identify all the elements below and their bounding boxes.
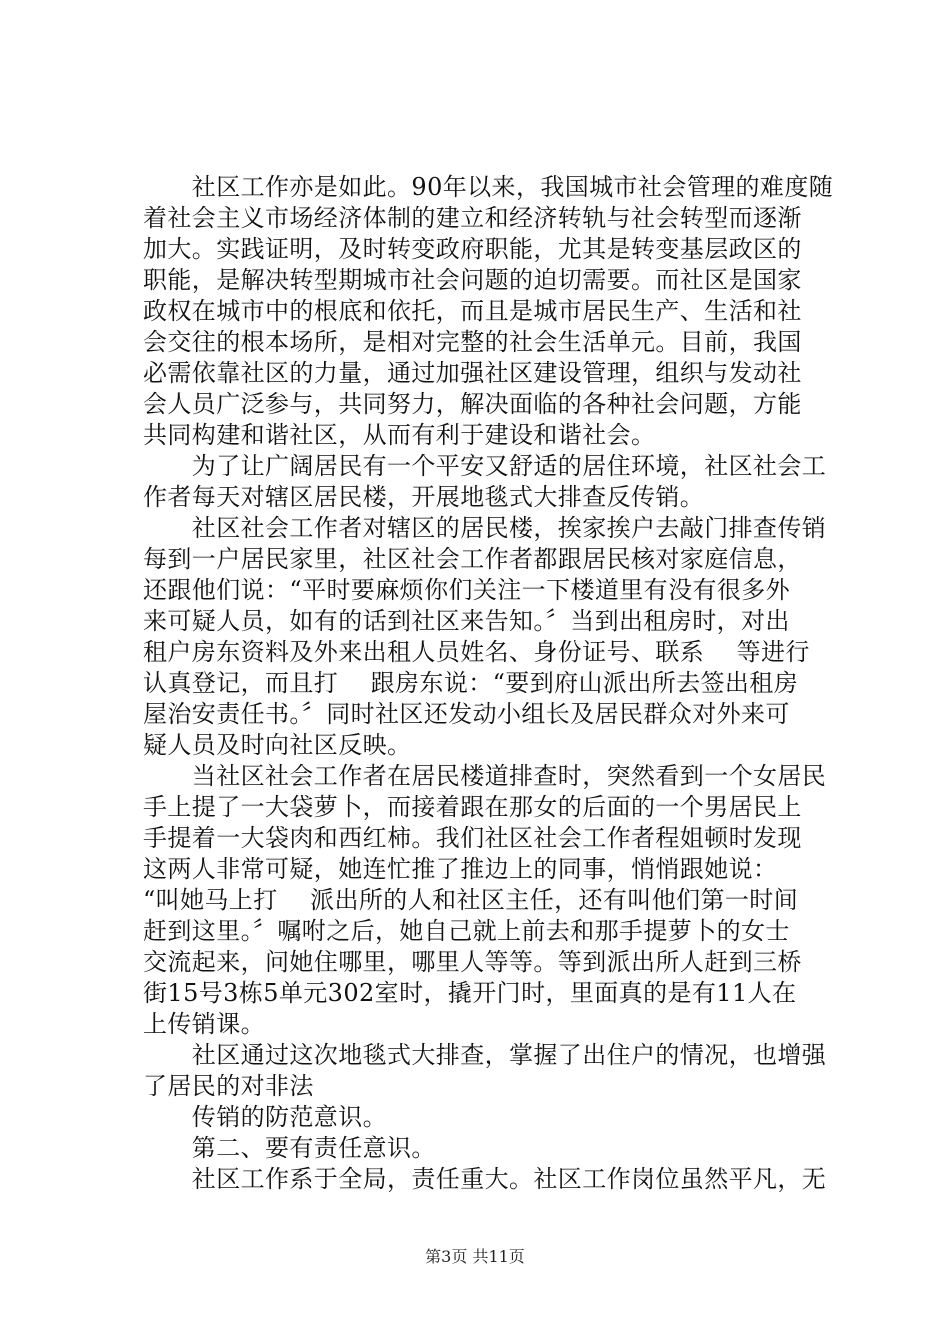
text-line: 政权在城市中的根底和依托，而且是城市居民生产、生活和社 bbox=[143, 297, 802, 325]
text-line: 手上提了一大袋萝卜，而接着跟在那女的后面的一个男居民上 bbox=[143, 793, 802, 821]
text-line: 认真登记，而且打 跟房东说：“要到府山派出所去签出租房 bbox=[143, 669, 799, 697]
text-line: 来可疑人员，如有的话到社区来告知。〞当到出租房时，对出 bbox=[143, 607, 790, 635]
text-line: 社区工作亦是如此。90年以来，我国城市社会管理的难度随 bbox=[143, 173, 834, 201]
text-line: 加大。实践证明，及时转变政府职能，尤其是转变基层政区的 bbox=[143, 235, 802, 263]
text-line: 当社区社会工作者在居民楼道排查时，突然看到一个女居民 bbox=[143, 762, 827, 790]
text-line: 会人员广泛参与，共同努力，解决面临的各种社会问题，方能 bbox=[143, 390, 802, 418]
text-line: 会交往的根本场所，是相对完整的社会生活单元。目前，我国 bbox=[143, 328, 802, 356]
text-line: 租户房东资料及外来出租人员姓名、身份证号、联系 等进行 bbox=[143, 638, 810, 666]
text-line: 赶到这里。〞嘱咐之后，她自己就上前去和那手提萝卜的女士 bbox=[143, 917, 790, 945]
text-line: 第二、要有责任意识。 bbox=[143, 1134, 436, 1162]
document-body bbox=[143, 172, 843, 1195]
text-line: 必需依靠社区的力量，通过加强社区建设管理，组织与发动社 bbox=[143, 359, 802, 387]
text-line: “叫她马上打 派出所的人和社区主任，还有叫他们第一时间 bbox=[143, 886, 799, 914]
text-line: 作者每天对辖区居民楼，开展地毯式大排查反传销。 bbox=[143, 483, 705, 511]
text-line: 上传销课。 bbox=[143, 1010, 265, 1038]
text-line: 街15号3栋5单元302室时，撬开门时，里面真的是有11人在 bbox=[143, 979, 797, 1007]
text-line: 每到一户居民家里，社区社会工作者都跟居民核对家庭信息， bbox=[143, 545, 802, 573]
text-line: 职能，是解决转型期城市社会问题的迫切需要。而社区是国家 bbox=[143, 266, 802, 294]
page-footer: 第3页 共11页 bbox=[425, 1247, 525, 1266]
text-line: 这两人非常可疑，她连忙推了推边上的同事，悄悄跟她说： bbox=[143, 855, 778, 883]
text-line: 社区工作系于全局，责任重大。社区工作岗位虽然平凡，无 bbox=[143, 1165, 827, 1193]
text-line: 了居民的对非法 bbox=[143, 1072, 314, 1100]
text-line: 着社会主义市场经济体制的建立和经济转轨与社会转型而逐渐 bbox=[143, 204, 802, 232]
text-line: 还跟他们说：“平时要麻烦你们关注一下楼道里有没有很多外 bbox=[143, 576, 791, 604]
text-line: 传销的防范意识。 bbox=[143, 1103, 387, 1131]
text-line: 屋治安责任书。〞同时社区还发动小组长及居民群众对外来可 bbox=[143, 700, 790, 728]
text-line: 交流起来，问她住哪里，哪里人等等。等到派出所人赶到三桥 bbox=[143, 948, 802, 976]
text-line: 为了让广阔居民有一个平安又舒适的居住环境，社区社会工 bbox=[143, 452, 827, 480]
text-line: 共同构建和谐社区，从而有利于建设和谐社会。 bbox=[143, 421, 656, 449]
text-line: 手提着一大袋肉和西红柿。我们社区社会工作者程姐顿时发现 bbox=[143, 824, 802, 852]
text-line: 社区通过这次地毯式大排查，掌握了出住户的情况，也增强 bbox=[143, 1041, 827, 1069]
text-line: 疑人员及时向社区反映。 bbox=[143, 731, 412, 759]
text-line: 社区社会工作者对辖区的居民楼，挨家挨户去敲门排查传销 bbox=[143, 514, 827, 542]
